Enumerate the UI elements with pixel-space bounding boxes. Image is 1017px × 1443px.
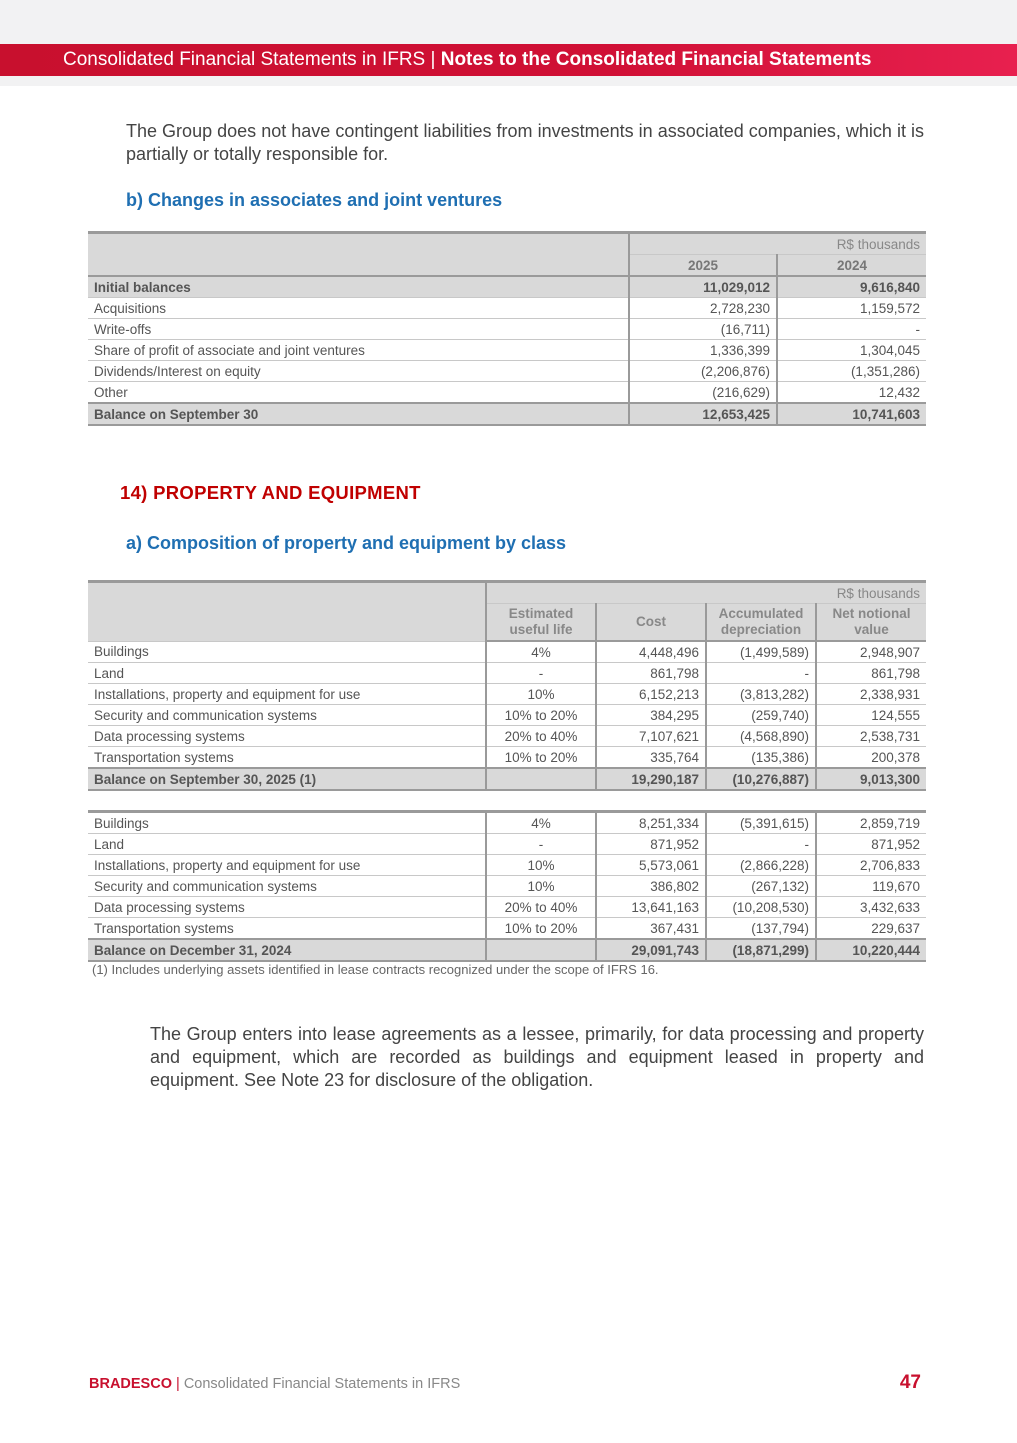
table-footnote: (1) Includes underlying assets identified in lease contracts recognized under the scope of IFRS 16. <box>92 962 659 977</box>
table-row: Land - 861,798 - 861,798 <box>88 663 926 684</box>
intro-paragraph: The Group does not have contingent liabilities from investments in associated companies, which it is partially or totally responsible for. <box>126 121 924 164</box>
table-row: Buildings 4% 8,251,334 (5,391,615) 2,859,719 <box>88 812 926 834</box>
table1-corner <box>88 233 629 277</box>
associates-table <box>88 231 926 426</box>
page-footer <box>89 1376 460 1392</box>
table-total-row: Balance on September 30 12,653,425 10,741,603 <box>88 403 926 425</box>
table-row: Acquisitions 2,728,230 1,159,572 <box>88 298 926 319</box>
lease-paragraph: The Group enters into lease agreements as a lessee, primarily, for data processing and property and equipment, which are recorded as buildings and equipment leased in property and equipment. See Note 23 for disclosure of the obligation. <box>150 1024 924 1090</box>
section-b-heading: b) Changes in associates and joint ventures <box>126 190 503 210</box>
header-title-right: Notes to the Consolidated Financial Statements <box>440 49 872 70</box>
table-row: Initial balances 11,029,012 9,616,840 <box>88 276 926 298</box>
table-row: Data processing systems 20% to 40% 13,641,163 (10,208,530) 3,432,633 <box>88 897 926 918</box>
table-total-row: Balance on December 31, 2024 29,091,743 (18,871,299) 10,220,444 <box>88 939 926 961</box>
page-number: 47 <box>899 1372 921 1393</box>
table-row: Transportation systems 10% to 20% 367,431 (137,794) 229,637 <box>88 918 926 940</box>
table1-year-2024: 2024 <box>777 255 926 277</box>
top-band <box>0 0 1017 44</box>
table1-year-2025: 2025 <box>629 255 777 277</box>
col-accumulated-depreciation: Accumulated depreciation <box>706 604 816 642</box>
table-row: Security and communication systems 10% 386,802 (267,132) 119,670 <box>88 876 926 897</box>
table-row: Security and communication systems 10% to 20% 384,295 (259,740) 124,555 <box>88 705 926 726</box>
table-row: Share of profit of associate and joint ventures 1,336,399 1,304,045 <box>88 340 926 361</box>
section-14-heading: 14) PROPERTY AND EQUIPMENT <box>120 482 421 503</box>
brand-logo-text: BRADESCO <box>89 1376 172 1392</box>
table-row: Transportation systems 10% to 20% 335,764 (135,386) 200,378 <box>88 747 926 769</box>
table-row: Dividends/Interest on equity (2,206,876) (1,351,286) <box>88 361 926 382</box>
page-header <box>0 44 1017 76</box>
table2-unit: R$ thousands <box>486 582 926 604</box>
footer-title: Consolidated Financial Statements in IFRS <box>183 1376 461 1392</box>
footer-separator: | <box>176 1376 180 1392</box>
col-useful-life: Estimated useful life <box>486 604 596 642</box>
table-row: Installations, property and equipment for use 10% 6,152,213 (3,813,282) 2,338,931 <box>88 684 926 705</box>
table-row: Data processing systems 20% to 40% 7,107,621 (4,568,890) 2,538,731 <box>88 726 926 747</box>
property-equipment-table <box>88 580 926 791</box>
table2-corner <box>88 582 486 642</box>
header-title-left: Consolidated Financial Statements in IFRS | <box>63 49 436 70</box>
property-equipment-table-2024 <box>88 810 926 962</box>
table-row: Land - 871,952 - 871,952 <box>88 834 926 855</box>
col-cost: Cost <box>596 604 706 642</box>
col-net-value: Net notional value <box>816 604 926 642</box>
table-total-row: Balance on September 30, 2025 (1) 19,290,187 (10,276,887) 9,013,300 <box>88 768 926 790</box>
table-row: Other (216,629) 12,432 <box>88 382 926 404</box>
table-row: Installations, property and equipment for use 10% 5,573,061 (2,866,228) 2,706,833 <box>88 855 926 876</box>
header-subband <box>0 76 1017 86</box>
table1-unit: R$ thousands <box>629 233 926 255</box>
table-row: Write-offs (16,711) - <box>88 319 926 340</box>
table-row: Buildings 4% 4,448,496 (1,499,589) 2,948,907 <box>88 641 926 663</box>
section-a-heading: a) Composition of property and equipment by class <box>126 533 567 553</box>
